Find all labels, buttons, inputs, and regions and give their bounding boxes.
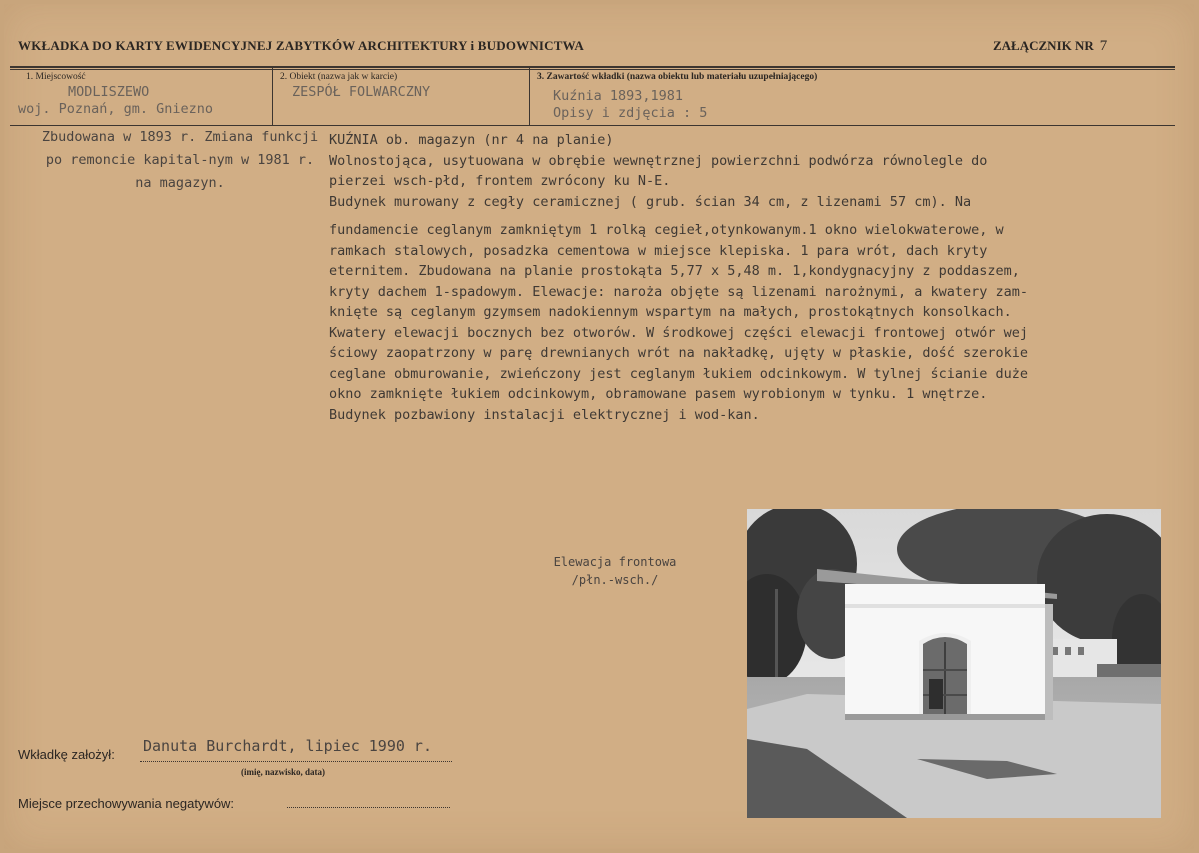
storage-label: Miejsce przechowywania negatywów: [18,796,235,811]
description-line: ceglane obmurowanie, zwieńczony jest ceglanym łukiem odcinkowym. W tylnej ścianie duże [329,365,1028,382]
description-line: Budynek pozbawiony instalacji elektrycznej i wod-kan. [329,406,760,423]
description-line: knięte są ceglanym gzymsem nadokiennym wspartym na małych, prostokątnych konsolkach. [329,304,1012,320]
content-caption [537,72,817,82]
photo-caption [540,553,690,589]
description-line: eternitem. Zbudowana na planie prostokąta 5,77 x 5,48 m. 1,kondygnacyjny z poddaszem, [329,263,1020,279]
place-value-region: woj. Poznań, gm. Gniezno [18,101,214,117]
card-title: WKŁADKA DO KARTY EWIDENCYJNEJ ZABYTKÓW ARCHITEKTURY i BUDOWNICTWA [18,38,584,53]
photo-caption-line2: /płn.-wsch./ [571,573,659,587]
author-dotline [140,761,452,762]
description-line: Budynek murowany z cegły ceramicznej ( grub. ścian 34 cm, z lizenami 57 cm). Na [329,193,972,210]
content-value-photos: Opisy i zdjęcia : 5 [553,105,708,121]
description-line: KUŹNIA ob. magazyn (nr 4 na planie) [329,132,614,148]
author-label: Wkładkę założył: [18,747,115,762]
description-line: Kwatery elewacji bocznych bez otworów. W środkowej części elewacji frontowej otwór wej [329,324,1028,341]
place-caption [26,72,86,82]
photo-illustration [747,509,1161,818]
column-divider-2 [529,68,530,126]
description-line: ramkach stalowych, posadzka cementowa w miejsce klepiska. 1 para wrót, dach kryty [329,242,988,259]
header-rule [10,66,1175,68]
description-line: ściowy zaopatrzony w parę drewnianych wrót na nakładkę, ujęty w płaskie, dość szerokie [329,345,1028,361]
description [329,130,1189,425]
storage-dotline [287,807,450,808]
annex-label [993,38,1107,55]
author-note: (imię, nazwisko, data) [241,767,325,777]
side-note: Zbudowana w 1893 r. Zmiana funkcji po remoncie kapital-nym w 1981 r. na magazyn. [41,129,319,191]
annex-label-text: ZAŁĄCZNIK NR [993,38,1094,53]
content-caption-text: Zawartość wkładki (nazwa obiektu lub materiału uzupełniającego) [546,72,818,82]
building-photo [747,509,1161,818]
author-value: Danuta Burchardt, lipiec 1990 r. [143,737,432,755]
photo-caption-line1: Elewacja frontowa [553,555,677,569]
description-line: pierzei wsch-płd, frontem zwrócony ku N-E. [329,173,671,189]
object-caption-text: Obiekt (nazwa jak w karcie) [289,72,398,82]
content-value: Kuźnia 1893,1981 [553,88,684,104]
place-caption-num: 1. [26,72,34,82]
object-value: ZESPÓŁ FOLWARCZNY [292,84,431,100]
description-line: fundamencie ceglanym zamkniętym 1 rolką cegieł,otynkowanym.1 okno wielokwaterowe, w [329,222,1004,238]
description-line: Wolnostojąca, usytuowana w obrębie wewnętrznej powierzchni podwórza równolegle do [329,152,988,169]
description-line: kryty dachem 1-spadowym. Elewacje: naroża objęte są lizenami narożnymi, a kwatery zam- [329,283,1028,300]
column-divider-1 [272,68,273,126]
description-line: okno zamknięte łukiem odcinkowym, obramowane pasem wyrobionym w tynku. 1 wnętrze. [329,386,988,402]
annex-number: 7 [1099,38,1108,54]
content-caption-num: 3. [537,72,545,82]
header-rule-thin [10,69,1175,70]
place-value: MODLISZEWO [68,84,150,100]
object-caption-num: 2. [280,72,288,82]
object-caption [280,72,397,82]
place-caption-text: Miejscowość [35,72,86,82]
